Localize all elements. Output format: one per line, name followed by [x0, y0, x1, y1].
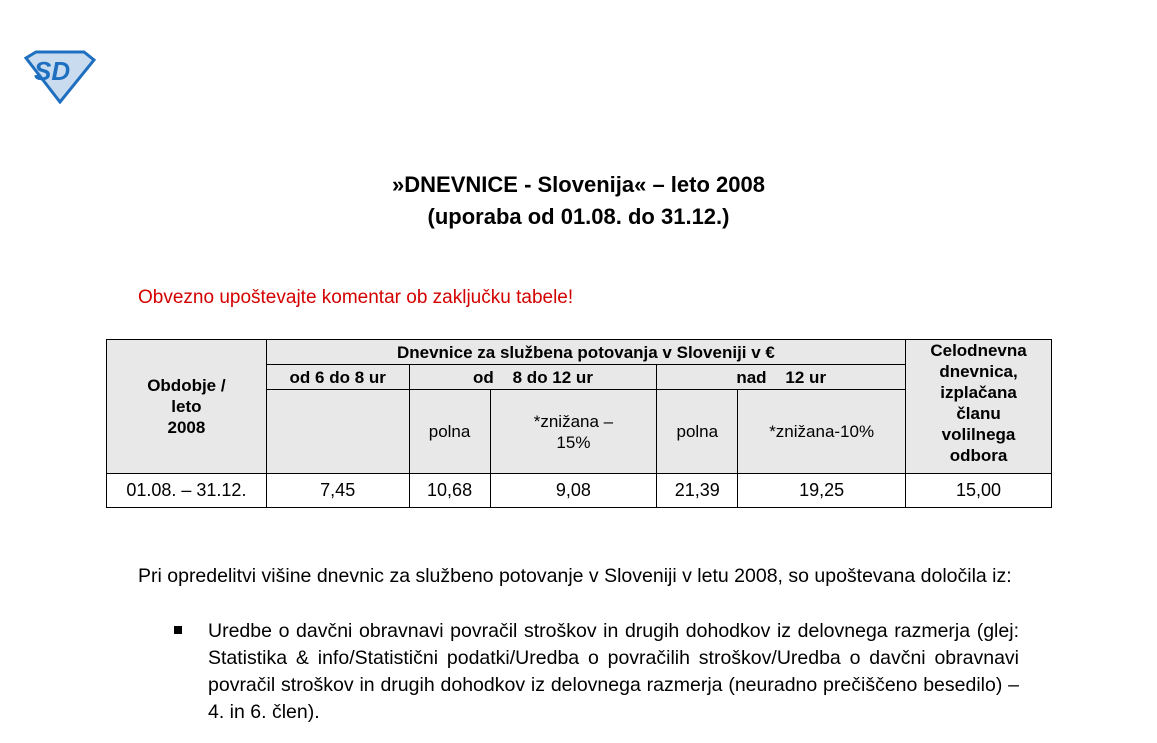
- header-6-8: od 6 do 8 ur: [266, 365, 409, 390]
- cell-12-polna: 21,39: [657, 474, 738, 508]
- cell-8-12-polna: 10,68: [409, 474, 490, 508]
- header-znizana-15: *znižana – 15%: [490, 390, 657, 474]
- cell-period: 01.08. – 31.12.: [107, 474, 267, 508]
- header-znizana-10: *znižana-10%: [738, 390, 906, 474]
- cell-celodnevna: 15,00: [906, 474, 1052, 508]
- header-6-8-empty: [266, 390, 409, 474]
- header-group: Dnevnice za službena potovanja v Sloveniji v €: [266, 340, 905, 365]
- header-polna-1: polna: [409, 390, 490, 474]
- page-title: »DNEVNICE - Slovenija« – leto 2008: [392, 172, 765, 197]
- cell-6-8: 7,45: [266, 474, 409, 508]
- header-8-12: od 8 do 12 ur: [409, 365, 657, 390]
- per-diem-table: [106, 339, 1052, 508]
- page-subtitle: (uporaba od 01.08. do 31.12.): [427, 204, 730, 229]
- table-row: [107, 474, 1052, 508]
- bullet-icon: [174, 626, 182, 634]
- svg-text:SD: SD: [34, 56, 71, 86]
- header-period: Obdobje / leto 2008: [107, 340, 267, 474]
- cell-12-znizana: 19,25: [738, 474, 906, 508]
- cell-8-12-znizana: 9,08: [490, 474, 657, 508]
- header-celodnevna: Celodnevna dnevnica, izplačana članu volilnega odbora: [906, 340, 1052, 474]
- intro-paragraph: Pri opredelitvi višine dnevnic za službeno potovanje v Sloveniji v letu 2008, so upoštevana določila iz:: [138, 565, 1012, 587]
- company-logo: [22, 50, 96, 104]
- header-polna-2: polna: [657, 390, 738, 474]
- header-12: nad 12 ur: [657, 365, 906, 390]
- bullet-item: Uredbe o davčni obravnavi povračil stroškov in drugih dohodkov iz delovnega razmerja (glej: Statistika & info/Statistični podatki/Uredba o povračilih stroškov/Uredba o davčni obravnavi povračil stroškov in drugih dohodkov iz delovnega razmerja (neuradno prečiščeno besedilo) – 4. in 6. člen).: [208, 620, 1019, 723]
- warning-note: Obvezno upoštevajte komentar ob zaključku tabele!: [138, 287, 574, 308]
